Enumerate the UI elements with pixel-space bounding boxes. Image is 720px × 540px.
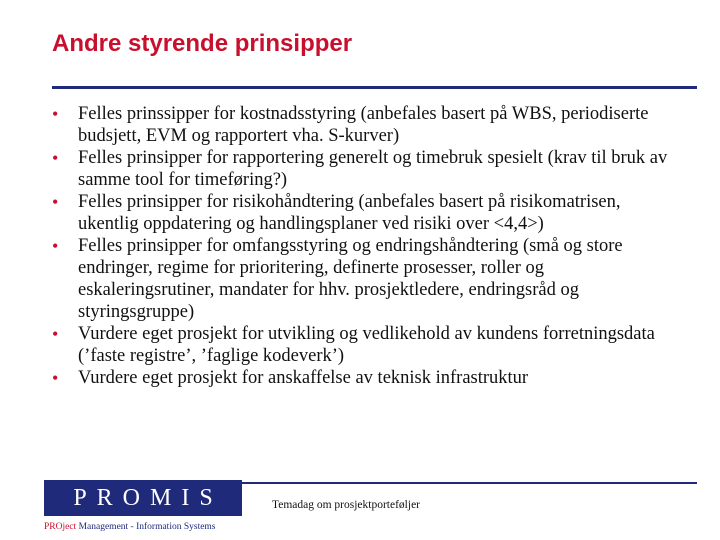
bullet-item [52, 323, 672, 367]
logo-subtitle-accent: PROject [44, 522, 77, 532]
bullet-item [52, 191, 672, 235]
promis-logo [44, 480, 242, 516]
bullet-icon: • [52, 324, 59, 344]
bullet-list [52, 103, 672, 389]
bullet-icon: • [52, 236, 59, 256]
bullet-item [52, 147, 672, 191]
logo-subtitle [44, 522, 216, 532]
bullet-item [52, 367, 672, 389]
bullet-text: Felles prinsipper for risikohåndtering (anbefales basert på risikomatrisen, ukentlig oppdatering og handlingsplaner ved risiki over <4,4>) [78, 192, 621, 234]
bullet-text: Felles prinsipper for omfangsstyring og endringshåndtering (små og store endringer, regime for prioritering, definerte prosesser, roller og eskaleringsrutiner, mandater for hhv. prosjektledere, endringsråd og styringsgruppe) [78, 236, 623, 322]
bullet-icon: • [52, 104, 59, 124]
bullet-icon: • [52, 192, 59, 212]
bullet-text: Vurdere eget prosjekt for anskaffelse av teknisk infrastruktur [78, 368, 529, 388]
bullet-text: Felles prinsipper for rapportering generelt og timebruk spesielt (krav til bruk av samme tool for timeføring?) [78, 148, 668, 190]
logo-text: PROMIS [73, 484, 223, 511]
bullet-text: Felles prinssipper for kostnadsstyring (anbefales basert på WBS, periodiserte budsjett, EVM og rapportert vha. S-kurver) [78, 104, 649, 146]
footer-event-text: Temadag om prosjektporteføljer [272, 499, 421, 511]
logo-subtitle-rest: Management - Information Systems [76, 522, 216, 532]
title-divider [52, 86, 697, 89]
bullet-icon: • [52, 368, 59, 388]
slide-title: Andre styrende prinsipper [52, 30, 353, 57]
bullet-item [52, 235, 672, 323]
bullet-item [52, 103, 672, 147]
bullet-text: Vurdere eget prosjekt for utvikling og vedlikehold av kundens forretningsdata (’faste registre’, ’faglige kodeverk’) [78, 324, 655, 366]
bullet-icon: • [52, 148, 59, 168]
